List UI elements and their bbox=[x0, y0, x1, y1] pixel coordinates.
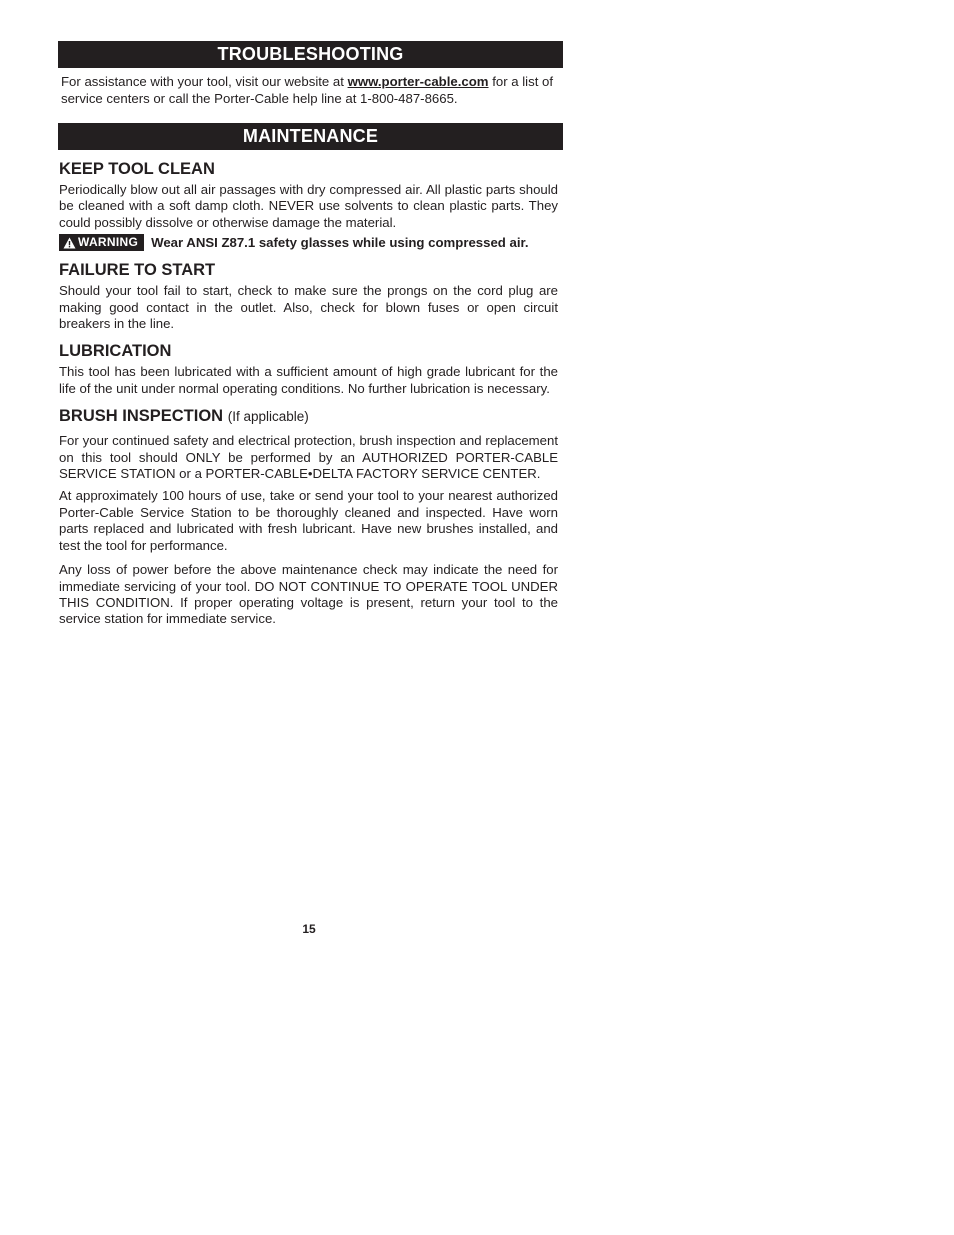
warning-badge bbox=[59, 234, 144, 251]
brush-inspection-title: BRUSH INSPECTION bbox=[59, 407, 224, 426]
warning-line bbox=[59, 234, 558, 251]
maintenance-banner: MAINTENANCE bbox=[58, 123, 563, 150]
keep-tool-clean-heading: KEEP TOOL CLEAN bbox=[59, 160, 215, 178]
warning-text: Wear ANSI Z87.1 safety glasses while using compressed air. bbox=[151, 235, 529, 251]
brush-inspection-para-3: Any loss of power before the above maintenance check may indicate the need for immediate servicing of your tool. DO NOT CONTINUE TO OPERATE TOOL UNDER THIS CONDITION. If proper operating voltage is present, return your tool to the service station for immediate service. bbox=[59, 562, 558, 627]
brush-inspection-note: (If applicable) bbox=[227, 409, 309, 425]
website-link[interactable]: www.porter-cable.com bbox=[347, 74, 489, 89]
brush-inspection-heading bbox=[58, 406, 558, 427]
section-lubrication bbox=[58, 341, 563, 397]
troubleshooting-banner: TROUBLESHOOTING bbox=[58, 41, 563, 68]
intro-text-start: For assistance with your tool, visit our website at bbox=[61, 74, 348, 89]
manual-page-column bbox=[58, 41, 563, 628]
warning-label: WARNING bbox=[78, 235, 139, 250]
lubrication-body: This tool has been lubricated with a sufficient amount of high grade lubricant for the life of the unit under normal operating conditions. No further lubrication is necessary. bbox=[59, 364, 558, 396]
troubleshooting-intro bbox=[61, 74, 559, 107]
lubrication-heading: LUBRICATION bbox=[59, 342, 172, 361]
section-brush-inspection bbox=[58, 406, 563, 627]
failure-to-start-heading: FAILURE TO START bbox=[59, 261, 216, 280]
section-keep-tool-clean bbox=[58, 159, 563, 251]
brush-inspection-para-2: At approximately 100 hours of use, take or send your tool to your nearest authorized Porter-Cable Service Station to be thoroughly cleaned and inspected. Have worn parts replaced and lubricated with fresh lubricant. Have new brushes installed, and test the tool for performance. bbox=[59, 488, 558, 553]
warning-triangle-icon bbox=[63, 237, 76, 249]
page-number: 15 bbox=[302, 922, 316, 936]
section-failure-to-start bbox=[58, 260, 563, 332]
brush-inspection-para-1: For your continued safety and electrical protection, brush inspection and replacement on this tool should ONLY be performed by an AUTHORIZED PORTER-CABLE SERVICE STATION or a PORTER-CABLE•DELTA FACTORY SERVICE CENTER. bbox=[59, 433, 558, 482]
failure-to-start-body: Should your tool fail to start, check to make sure the prongs on the cord plug are making good contact in the outlet. Also, check for blown fuses or open circuit breakers in the line. bbox=[59, 283, 558, 332]
keep-tool-clean-body: Periodically blow out all air passages with dry compressed air. All plastic parts should be cleaned with a soft damp cloth. NEVER use solvents to clean plastic parts. They could possibly dissolve or otherwise damage the material. bbox=[59, 182, 558, 230]
intro-text-end: for a list of service centers or call the Porter-Cable help line at 1-800-487-8665. bbox=[61, 74, 554, 106]
